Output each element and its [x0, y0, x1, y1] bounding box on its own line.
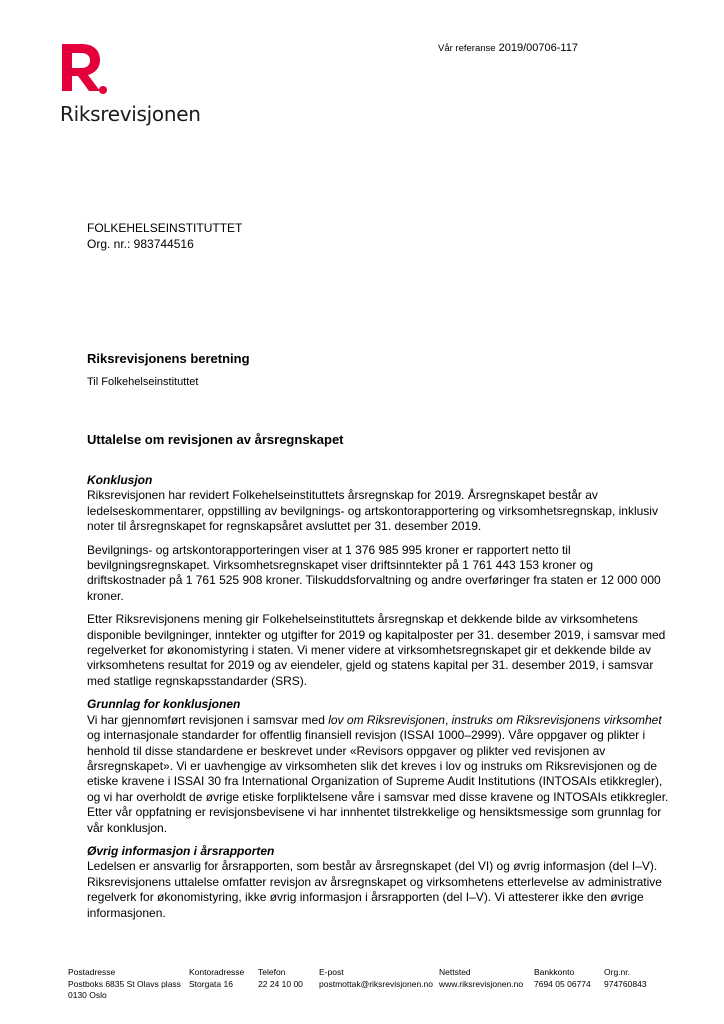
footer-orgnr-label: Org.nr. — [604, 967, 630, 977]
footer-telefon — [258, 967, 303, 990]
footer-kontoradresse — [189, 967, 244, 990]
basis-text-2: , — [444, 712, 452, 727]
footer-nettsted-link[interactable]: www.riksrevisjonen.no — [439, 978, 524, 989]
law-reference-2: instruks om Riksrevisjonens virksomhet — [451, 712, 662, 727]
footer-bankkonto — [534, 967, 591, 990]
footer-telefon-label: Telefon — [258, 967, 286, 977]
law-reference-1: lov om Riksrevisjonen — [328, 712, 445, 727]
footer-postadresse — [68, 967, 181, 1002]
recipient-name: FOLKEHELSEINSTITUTTET — [87, 221, 243, 235]
conclusion-paragraph-1 — [87, 473, 672, 535]
other-info-heading: Øvrig informasjon i årsrapporten — [87, 843, 275, 858]
footer-nettsted-label: Nettsted — [439, 967, 471, 977]
footer-postadresse-label: Postadresse — [68, 967, 116, 977]
logo-r-mark-icon — [60, 44, 108, 96]
other-info-paragraph — [87, 844, 672, 921]
section-title: Uttalelse om revisjonen av årsregnskapet — [87, 432, 344, 447]
riksrevisjonen-logo — [60, 44, 201, 126]
reference-value: 2019/00706-117 — [498, 42, 578, 54]
logo-wordmark: Riksrevisjonen — [60, 102, 201, 126]
recipient-block — [87, 220, 242, 252]
footer-epost — [319, 967, 433, 990]
footer-epost-link[interactable]: postmottak@riksrevisjonen.no — [319, 978, 433, 989]
footer-orgnr-value: 974760843 — [604, 978, 647, 989]
report-addressee: Til Folkehelseinstituttet — [87, 376, 199, 388]
basis-paragraph — [87, 697, 672, 836]
footer-kontoradresse-label: Kontoradresse — [189, 967, 245, 977]
footer-telefon-value: 22 24 10 00 — [258, 978, 303, 989]
footer-postadresse-line1: Postboks 6835 St Olavs plass — [68, 978, 181, 989]
footer-bankkonto-value: 7694 05 06774 — [534, 978, 591, 989]
basis-heading: Grunnlag for konklusjonen — [87, 697, 241, 712]
footer-kontoradresse-value: Storgata 16 — [189, 978, 233, 989]
report-body — [87, 473, 672, 929]
footer-bankkonto-label: Bankkonto — [534, 967, 575, 977]
other-info-text: Ledelsen er ansvarlig for årsrapporten, som består av årsregnskapet (del VI) og øvrig informasjon (del I–V). Riksrevisjonens uttalelse omfatter revisjon av årsregnskapet og virksomhetens etterlevelse av administrative regelverk for økonomistyring, ikke øvrig informasjon i årsrapporten (del I–V). Vi attesterer ikke den øvrige informasjonen. — [87, 859, 662, 920]
conclusion-paragraph-3: Etter Riksrevisjonens mening gir Folkehelseinstituttets årsregnskap et dekkende bilde av virksomhetens disponible bevilgninger, inntekter og utgifter for 2019 og kapitalposter per 31. desember 2019, i samsvar med regelverket for økonomistyring i staten. Vi mener videre at virksomhetsregnskapet gir et dekkende bilde av virksomhetens resultat for 2019 og av eiendeler, gjeld og statens kapital per 31. desember 2019, i samsvar med statlige regnskapsstandarder (SRS). — [87, 612, 666, 688]
report-title: Riksrevisjonens beretning — [87, 351, 250, 366]
basis-text-1: Vi har gjennomført revisjonen i samsvar med — [87, 712, 329, 727]
footer-nettsted — [439, 967, 523, 990]
conclusion-text-1: Riksrevisjonen har revidert Folkehelseinstituttets årsregnskap for 2019. Årsregnskapet består av ledelseskommentarer, oppstilling av bevilgnings- og artskontorapportering og virksomhetsregnskap, inklusiv noter til årsregnskapet for regnskapsåret avsluttet per 31. desember 2019. — [87, 488, 658, 534]
footer-orgnr — [604, 967, 647, 990]
reference — [438, 42, 578, 54]
conclusion-paragraph-2: Bevilgnings- og artskontorapporteringen viser at 1 376 985 995 kroner er rapportert netto til bevilgningsregnskapet. Virksomhetsregnskapet viser driftsinntekter på 1 761 443 153 kroner og driftskostnader på 1 761 525 908 kroner. Tilskuddsforvaltning og andre overføringer fra staten er 12 000 000 kroner. — [87, 542, 661, 603]
reference-label: Vår referanse — [438, 43, 496, 54]
recipient-org-nr: Org. nr.: 983744516 — [87, 237, 194, 251]
conclusion-heading: Konklusjon — [87, 473, 153, 487]
basis-text-3: og internasjonale standarder for offentlig finansiell revisjon (ISSAI 1000–2999). Våre oppgaver og plikter i henhold til disse standardene er beskrevet under «Revisors oppgaver og plikter ved revisjonen av årsregnskapet». Vi er uavhengige av virksomheten slik det kreves i lov og instruks om Riksrevisjonen og de etiske kravene i ISSAI 30 fra International Organization of Supreme Audit Institutions (INTOSAIs etikkregler), og vi har overholdt de øvrige etiske forpliktelsene våre i samsvar med disse kravene og INTOSAIs etikkregler. Etter vår oppfatning er revisjonsbevisene vi har innhentet tilstrekkelige og hensiktsmessige som grunnlag for vår konklusjon. — [87, 728, 669, 835]
footer-postadresse-line2: 0130 Oslo — [68, 990, 107, 1000]
footer-epost-label: E-post — [319, 967, 344, 977]
